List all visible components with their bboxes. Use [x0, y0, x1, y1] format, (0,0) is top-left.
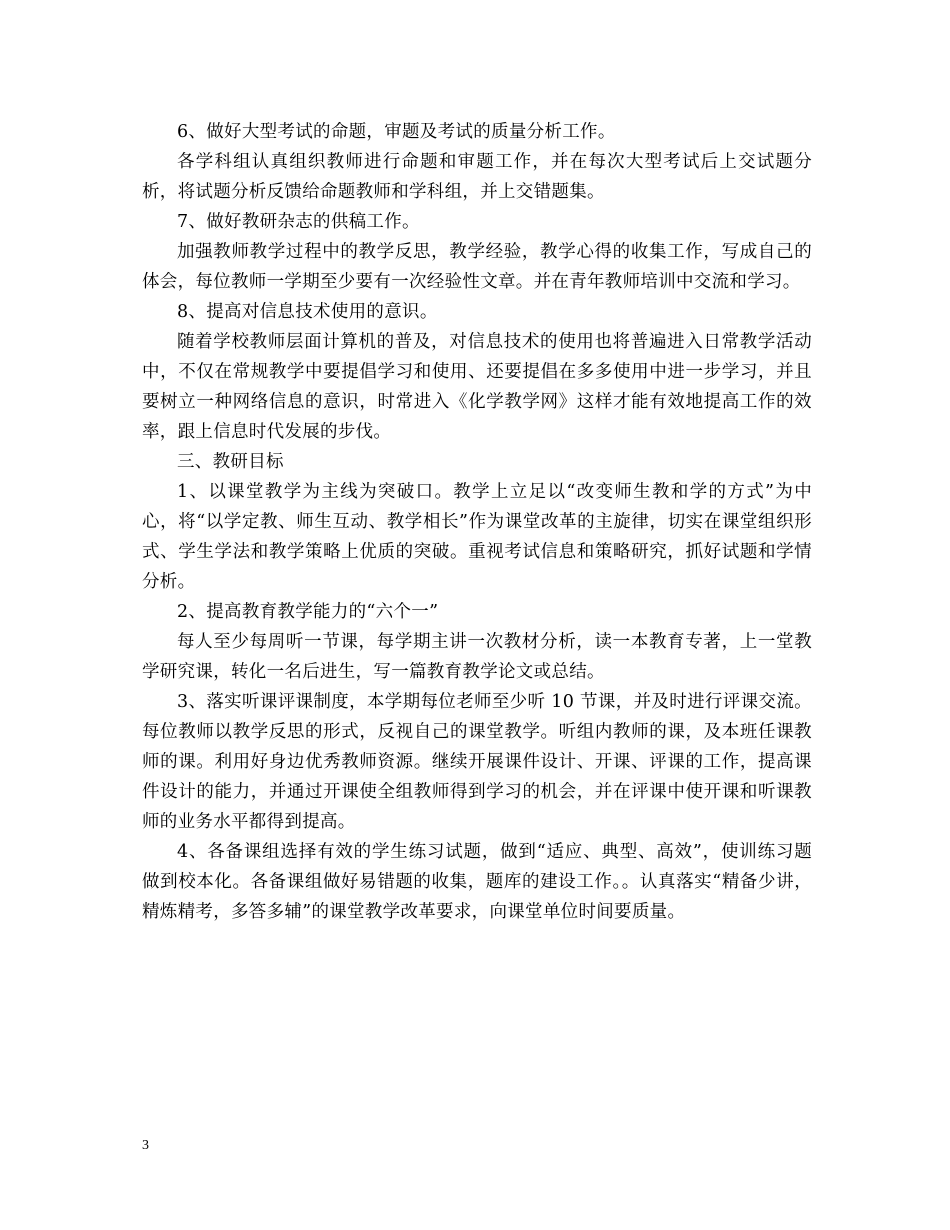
- paragraph-item-4: 4、各备课组选择有效的学生练习试题，做到“适应、典型、高效”，使训练习题做到校本化。各备课组做好易错题的收集，题库的建设工作。。认真落实“精备少讲，精炼精考，多答多辅”的课堂教学改革要求，向课堂单位时间要质量。: [142, 842, 812, 922]
- paragraph-heading-6: 6、做好大型考试的命题，审题及考试的质量分析工作。: [177, 122, 616, 142]
- paragraph: 各学科组认真组织教师进行命题和审题工作，并在每次大型考试后上交试题分析，将试题分析反馈给命题教师和学科组，并上交错题集。: [142, 152, 812, 202]
- page-number: 3: [142, 1138, 149, 1153]
- paragraph-heading-8: 8、提高对信息技术使用的意识。: [177, 302, 438, 322]
- document-body: [142, 117, 812, 927]
- section-heading-3: 三、教研目标: [177, 452, 284, 472]
- paragraph-heading-7: 7、做好教研杂志的供稿工作。: [177, 212, 420, 232]
- paragraph: 每人至少每周听一节课，每学期主讲一次教材分析，读一本教育专著，上一堂教学研究课，转化一名后进生，写一篇教育教学论文或总结。: [142, 632, 812, 682]
- paragraph-heading-2: 2、提高教育教学能力的“六个一”: [177, 602, 439, 622]
- paragraph-item-3: 3、落实听课评课制度，本学期每位老师至少听 10 节课，并及时进行评课交流。每位教师以教学反思的形式，反视自己的课堂教学。听组内教师的课，及本班任课教师的课。利用好身边优秀教师资源。继续开展课件设计、开课、评课的工作，提高课件设计的能力，并通过开课使全组教师得到学习的机会，并在评课中使开课和听课教师的业务水平都得到提高。: [142, 692, 812, 832]
- paragraph: 随着学校教师层面计算机的普及，对信息技术的使用也将普遍进入日常教学活动中，不仅在常规教学中要提倡学习和使用、还要提倡在多多使用中进一步学习，并且要树立一种网络信息的意识，时常进入《化学教学网》这样才能有效地提高工作的效率，跟上信息时代发展的步伐。: [142, 332, 812, 442]
- paragraph: 加强教师教学过程中的教学反思，教学经验，教学心得的收集工作，写成自己的体会，每位教师一学期至少要有一次经验性文章。并在青年教师培训中交流和学习。: [142, 242, 812, 292]
- paragraph-item-1: 1、以课堂教学为主线为突破口。教学上立足以“改变师生教和学的方式”为中心，将“以学定教、师生互动、教学相长”作为课堂改革的主旋律，切实在课堂组织形式、学生学法和教学策略上优质的突破。重视考试信息和策略研究，抓好试题和学情分析。: [142, 482, 812, 592]
